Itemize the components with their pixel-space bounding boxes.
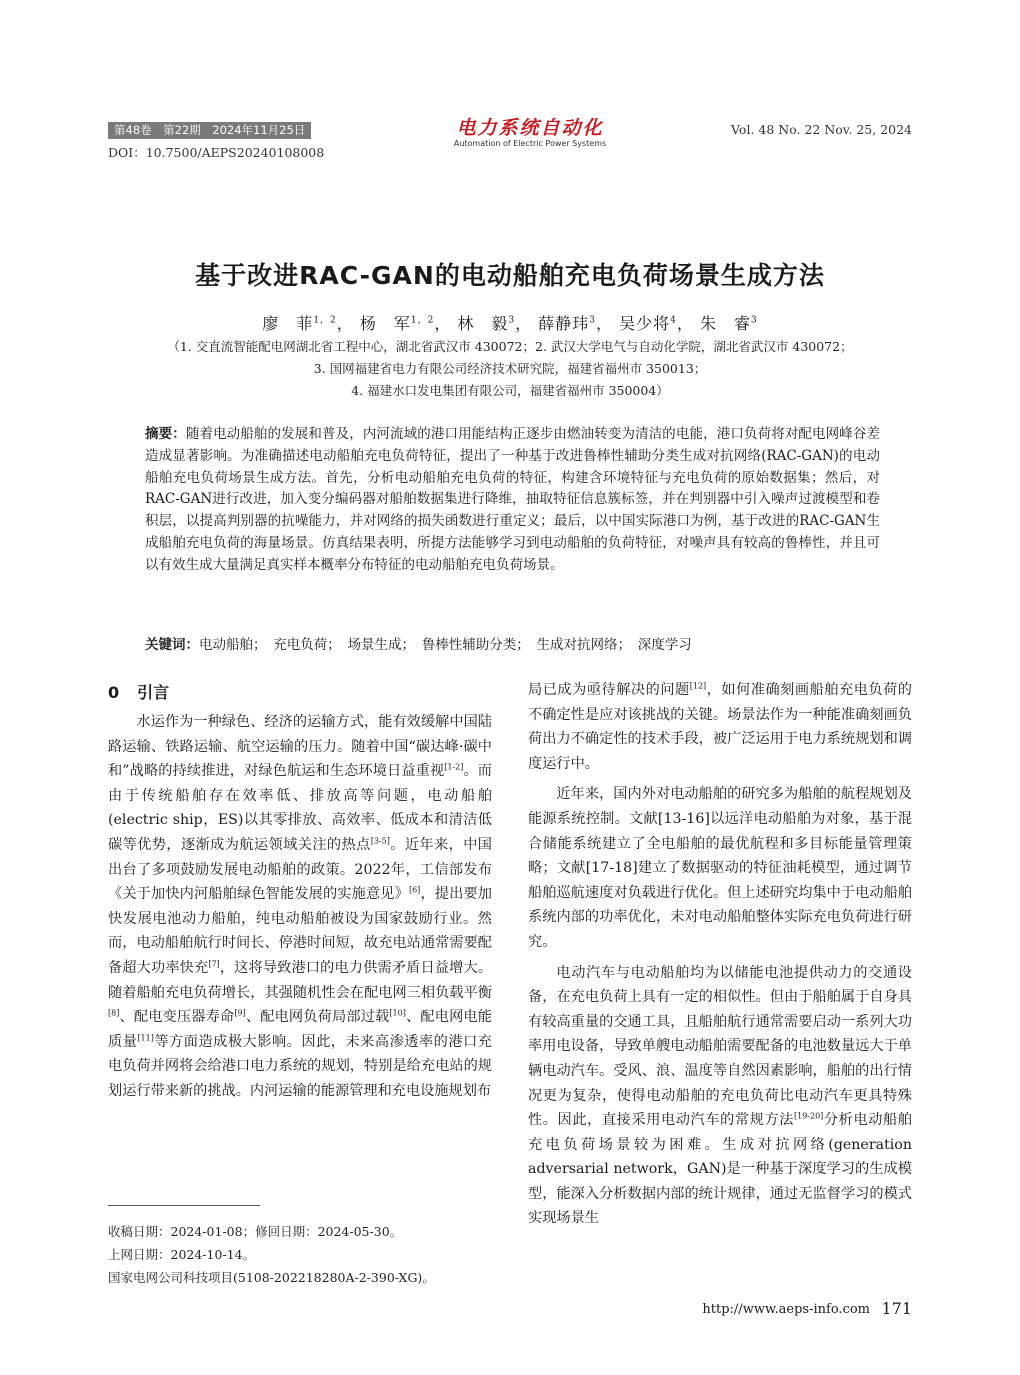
citation-ref: [10] — [389, 1008, 406, 1018]
author: 杨 军$^{1,2}$ — [359, 314, 435, 333]
citation-ref: [1-2] — [444, 762, 464, 772]
volume-info: Vol. 48 No. 22 Nov. 25, 2024 — [731, 122, 912, 137]
paper-title: 基于改进RAC-GAN的电动船舶充电负荷场景生成方法 — [195, 261, 825, 290]
citation-ref: [12] — [689, 681, 707, 691]
author: 林 毅$^3$ — [457, 314, 516, 333]
journal-logo — [430, 117, 630, 149]
body-column-right — [528, 678, 912, 1231]
section-number: 0 — [108, 683, 120, 702]
abstract-label: 摘要： — [145, 426, 186, 442]
citation-ref: [9] — [234, 1008, 246, 1018]
body-paragraph: 近年来，国内外对电动船舶的研究多为船舶的航程规划及能源系统控制。文献[13-16]以远洋电动船舶为对象，基于混合储能系统建立了全电船舶的最优航程和多目标能量管理策略；文献[17-18]建立了数据驱动的特征油耗模型，通过调节船舶巡航速度对负载进行优化。但上述研究均集中于电动船舶系统内部的功率优化，未对电动船舶整体实际充电负荷进行研究。 — [528, 786, 912, 950]
footnote-received: 收稿日期：2024-01-08；修回日期：2024-05-30。 — [108, 1224, 403, 1239]
keywords-label: 关键词： — [145, 637, 199, 653]
author: 廖 菲$^{1,2}$ — [262, 314, 337, 333]
citation-ref: [19-20] — [794, 1111, 824, 1121]
section-title: 引言 — [137, 683, 170, 702]
body-paragraph: 局已成为亟待解决的问题[12]，如何准确刻画船舶充电负荷的不确定性是应对该挑战的关键。场景法作为一种能准确刻画负荷出力不确定性的技术手段，被广泛运用于电力系统规划和调度运行中。 — [528, 681, 912, 772]
journal-name-cn: 电力系统自动化 — [456, 117, 604, 139]
journal-url[interactable]: http://www.aeps-info.com — [702, 1302, 870, 1317]
footnote-online: 上网日期：2024-10-14。 — [108, 1247, 256, 1262]
doi: DOI：10.7500/AEPS20240108008 — [108, 145, 325, 160]
body-paragraph: 电动汽车与电动船舶均为以储能电池提供动力的交通设备，在充电负荷上具有一定的相似性。但由于船舶属于自身具有较高重量的交通工具，且船舶航行通常需要启动一系列大功率用电设备，导致单艘电动船舶需要配备的电池数量远大于单辆电动汽车。受风、浪、温度等自然因素影响，船舶的出行情况更为复杂，使得电动船舶的充电负荷比电动汽车更具特殊性。因此，直接采用电动汽车的常规方法[19-20]分析电动船舶充电负荷场景较为困难。生成对抗网络(generation adversarial network，GAN)是一种基于深度学习的生成模型，能深入分析数据内部的统计规律，通过无监督学习的模式实现场景生 — [528, 964, 912, 1227]
page-number: 171 — [881, 1299, 912, 1318]
affiliation-line: 3. 国网福建省电力有限公司经济技术研究院，福建省福州市 350013； — [313, 361, 707, 376]
keywords-text: 电动船舶； 充电负荷； 场景生成； 鲁棒性辅助分类； 生成对抗网络； 深度学习 — [199, 637, 692, 653]
body-paragraph: 水运作为一种绿色、经济的运输方式，能有效缓解中国陆路运输、铁路运输、航空运输的压力。随着中国“碳达峰·碳中和”战略的持续推进，对绿色航运和生态环境日益重视[1-2]。而由于传统船舶存在效率低、排放高等问题，电动船舶(electric ship，ES)以其零排放、高效率、低成本和清洁低碳等优势，逐渐成为航运领域关注的热点[3-5]。近年来，中国出台了多项鼓励发展电动船舶的政策。2022年，工信部发布《关于加快内河船舶绿色智能发展的实施意见》[6]，提出要加快发展电池动力船舶，纯电动船舶被设为国家鼓励行业。然而，电动船舶航行时间长、停港时间短，故充电站通常需要配备超大功率快充[7]，这将导致港口的电力供需矛盾日益增大。随着船舶充电负荷增长，其强随机性会在配电网三相负载平衡[8]、配电变压器寿命[9]、配电网负荷局部过载[10]、配电网电能质量[11]等方面造成极大影响。因此，未来高渗透率的港口充电负荷并网将会给港口电力系统的规划，特别是给充电站的规划运行带来新的挑战。内河运输的能源管理和充电设施规划布 — [108, 714, 492, 1099]
citation-ref: [7] — [208, 959, 220, 969]
journal-name-en: Automation of Electric Power Systems — [453, 139, 607, 148]
author: 薛静玮$^3$ — [538, 314, 597, 333]
citation-ref: [11] — [137, 1032, 154, 1042]
section-heading — [108, 680, 169, 703]
footnote-divider — [108, 1205, 260, 1206]
issue-info: 第48卷 第22期 2024年11月25日 — [108, 122, 311, 139]
author-list: 廖 菲$^{1,2}$， 杨 军$^{1,2}$， 林 毅$^3$， 薛静玮$^3$， 吴少将$^4$， 朱 睿$^3$ — [262, 314, 758, 333]
keywords — [145, 633, 880, 653]
affiliation-line: 4. 福建水口发电集团有限公司，福建省福州市 350004） — [351, 383, 669, 398]
citation-ref: [3-5] — [370, 836, 390, 846]
citation-ref: [6] — [408, 885, 421, 895]
author: 朱 睿$^3$ — [699, 314, 758, 333]
abstract — [145, 424, 880, 577]
author: 吴少将$^4$ — [619, 314, 677, 333]
affiliation-line: （1. 交直流智能配电网湖北省工程中心，湖北省武汉市 430072；2. 武汉大学电气与自动化学院，湖北省武汉市 430072； — [167, 339, 853, 354]
body-column-left — [108, 710, 492, 1104]
abstract-text: 随着电动船舶的发展和普及，内河流域的港口用能结构正逐步由燃油转变为清洁的电能，港口负荷将对配电网峰谷差造成显著影响。为准确描述电动船舶充电负荷特征，提出了一种基于改进鲁棒性辅助分类生成对抗网络(RAC-GAN)的电动船舶充电负荷场景生成方法。首先，分析电动船舶充电负荷的特征，构建含环境特征与充电负荷的原始数据集；然后，对RAC-GAN进行改进，加入变分编码器对船舶数据集进行降维，抽取特征信息簇标签，并在判别器中引入噪声过渡模型和卷积层，以提高判别器的抗噪能力，并对网络的损失函数进行重定义；最后，以中国实际港口为例，基于改进的RAC-GAN生成船舶充电负荷的海量场景。仿真结果表明，所提方法能够学习到电动船舶的负荷特征，对噪声具有较高的鲁棒性，并且可以有效生成大量满足真实样本概率分布特征的电动船舶充电负荷场景。 — [145, 426, 881, 573]
citation-ref: [8] — [108, 1008, 120, 1018]
footnote-fund: 国家电网公司科技项目(5108-202218280A-2-390-XG)。 — [108, 1270, 435, 1285]
